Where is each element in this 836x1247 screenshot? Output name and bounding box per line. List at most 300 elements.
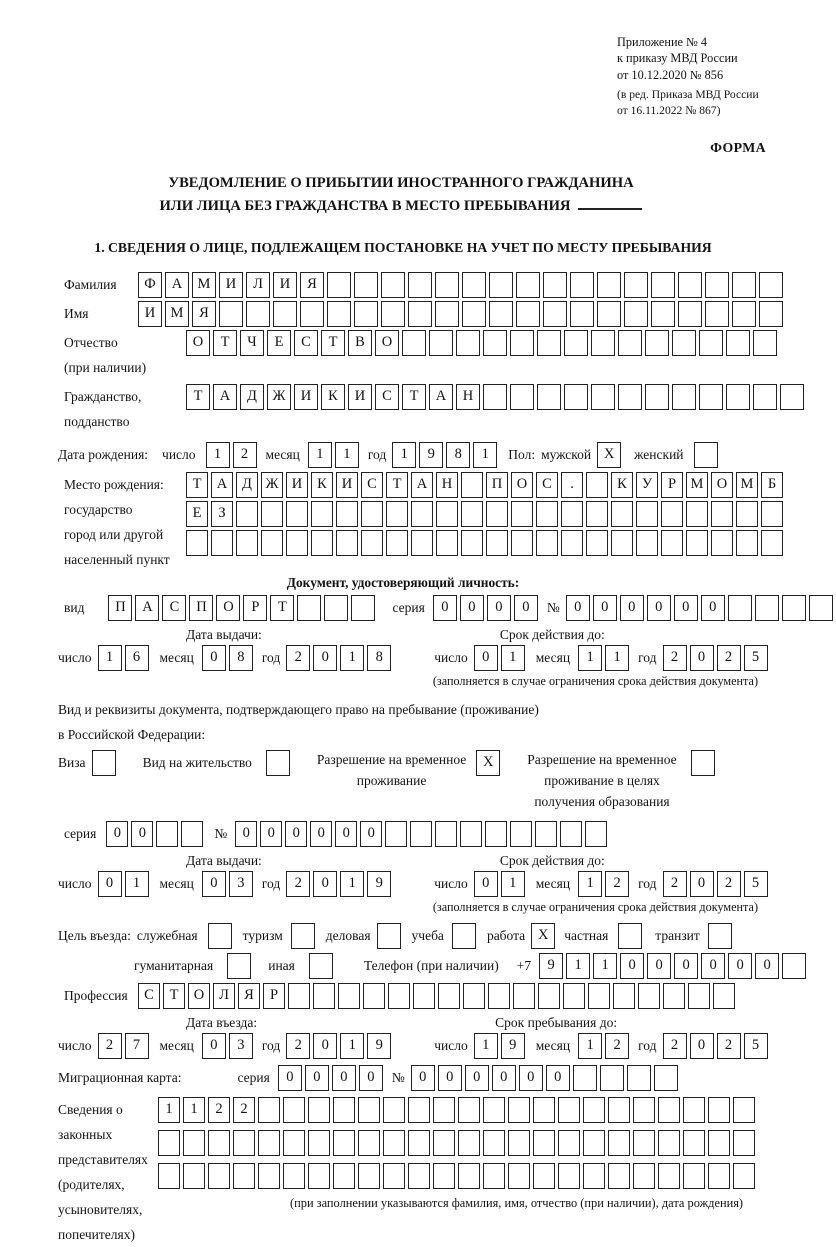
char-cell[interactable] bbox=[583, 1097, 605, 1123]
char-cell[interactable] bbox=[516, 272, 540, 298]
char-cell[interactable]: 0 bbox=[106, 821, 128, 847]
char-cell[interactable] bbox=[585, 821, 607, 847]
char-cell[interactable] bbox=[258, 1097, 280, 1123]
char-cell[interactable]: 0 bbox=[690, 1033, 714, 1059]
char-cell[interactable]: 0 bbox=[620, 953, 644, 979]
char-cell[interactable]: 1 bbox=[125, 871, 149, 897]
char-cell[interactable] bbox=[181, 821, 203, 847]
char-cell[interactable]: 2 bbox=[233, 442, 257, 468]
char-cell[interactable]: 0 bbox=[98, 871, 122, 897]
char-cell[interactable]: 0 bbox=[131, 821, 153, 847]
char-cell[interactable] bbox=[536, 501, 558, 527]
char-cell[interactable] bbox=[463, 983, 485, 1009]
char-cell[interactable] bbox=[158, 1130, 180, 1156]
char-cell[interactable] bbox=[233, 1163, 255, 1189]
char-cell[interactable] bbox=[561, 530, 583, 556]
char-cell[interactable] bbox=[286, 501, 308, 527]
char-cell[interactable]: Я bbox=[300, 272, 324, 298]
char-cell[interactable] bbox=[261, 530, 283, 556]
char-cell[interactable]: П bbox=[486, 472, 508, 498]
char-cell[interactable] bbox=[433, 1130, 455, 1156]
char-cell[interactable]: 0 bbox=[260, 821, 282, 847]
char-cell[interactable] bbox=[383, 1130, 405, 1156]
char-cell[interactable] bbox=[433, 1163, 455, 1189]
char-cell[interactable] bbox=[488, 983, 510, 1009]
char-cell[interactable] bbox=[385, 821, 407, 847]
char-cell[interactable] bbox=[678, 301, 702, 327]
char-cell[interactable] bbox=[288, 983, 310, 1009]
char-cell[interactable]: Т bbox=[270, 595, 294, 621]
char-cell[interactable] bbox=[461, 501, 483, 527]
char-cell[interactable]: 0 bbox=[313, 645, 337, 671]
char-cell[interactable] bbox=[408, 272, 432, 298]
char-cell[interactable]: 5 bbox=[744, 645, 768, 671]
char-cell[interactable]: 1 bbox=[593, 953, 617, 979]
char-cell[interactable] bbox=[558, 1097, 580, 1123]
char-cell[interactable]: И bbox=[273, 272, 297, 298]
char-cell[interactable] bbox=[726, 330, 750, 356]
char-cell[interactable]: Ж bbox=[261, 472, 283, 498]
purpose-transit-checkbox[interactable] bbox=[708, 923, 732, 949]
char-cell[interactable]: 0 bbox=[438, 1065, 462, 1091]
char-cell[interactable] bbox=[513, 983, 535, 1009]
char-cell[interactable] bbox=[508, 1097, 530, 1123]
char-cell[interactable] bbox=[413, 983, 435, 1009]
char-cell[interactable]: Д bbox=[240, 384, 264, 410]
char-cell[interactable] bbox=[711, 530, 733, 556]
char-cell[interactable] bbox=[633, 1163, 655, 1189]
char-cell[interactable]: 1 bbox=[578, 1033, 602, 1059]
char-cell[interactable] bbox=[261, 501, 283, 527]
char-cell[interactable] bbox=[297, 595, 321, 621]
char-cell[interactable] bbox=[543, 301, 567, 327]
char-cell[interactable] bbox=[573, 1065, 597, 1091]
char-cell[interactable] bbox=[638, 983, 660, 1009]
char-cell[interactable] bbox=[358, 1097, 380, 1123]
char-cell[interactable] bbox=[711, 501, 733, 527]
char-cell[interactable]: Т bbox=[186, 472, 208, 498]
char-cell[interactable]: 0 bbox=[465, 1065, 489, 1091]
char-cell[interactable] bbox=[358, 1130, 380, 1156]
char-cell[interactable]: 0 bbox=[202, 1033, 226, 1059]
char-cell[interactable]: А bbox=[211, 472, 233, 498]
char-cell[interactable] bbox=[483, 1097, 505, 1123]
char-cell[interactable]: 0 bbox=[332, 1065, 356, 1091]
char-cell[interactable]: 0 bbox=[313, 1033, 337, 1059]
char-cell[interactable] bbox=[308, 1130, 330, 1156]
char-cell[interactable]: 2 bbox=[663, 1033, 687, 1059]
char-cell[interactable]: И bbox=[219, 272, 243, 298]
char-cell[interactable] bbox=[386, 530, 408, 556]
char-cell[interactable] bbox=[408, 1097, 430, 1123]
char-cell[interactable]: 0 bbox=[313, 871, 337, 897]
char-cell[interactable] bbox=[536, 530, 558, 556]
char-cell[interactable] bbox=[759, 301, 783, 327]
char-cell[interactable]: Н bbox=[456, 384, 480, 410]
char-cell[interactable]: 0 bbox=[235, 821, 257, 847]
char-cell[interactable]: 1 bbox=[501, 645, 525, 671]
char-cell[interactable] bbox=[759, 272, 783, 298]
char-cell[interactable]: 0 bbox=[359, 1065, 383, 1091]
char-cell[interactable] bbox=[588, 983, 610, 1009]
char-cell[interactable] bbox=[258, 1163, 280, 1189]
char-cell[interactable] bbox=[483, 384, 507, 410]
char-cell[interactable]: 1 bbox=[158, 1097, 180, 1123]
char-cell[interactable] bbox=[782, 953, 806, 979]
char-cell[interactable] bbox=[560, 821, 582, 847]
char-cell[interactable] bbox=[408, 1130, 430, 1156]
char-cell[interactable] bbox=[456, 330, 480, 356]
char-cell[interactable]: А bbox=[411, 472, 433, 498]
char-cell[interactable] bbox=[780, 384, 804, 410]
char-cell[interactable] bbox=[755, 595, 779, 621]
char-cell[interactable] bbox=[600, 1065, 624, 1091]
char-cell[interactable] bbox=[327, 301, 351, 327]
char-cell[interactable] bbox=[483, 330, 507, 356]
char-cell[interactable] bbox=[510, 821, 532, 847]
char-cell[interactable] bbox=[411, 530, 433, 556]
char-cell[interactable]: 0 bbox=[285, 821, 307, 847]
char-cell[interactable] bbox=[583, 1163, 605, 1189]
char-cell[interactable] bbox=[483, 1163, 505, 1189]
purpose-work-checkbox[interactable]: X bbox=[531, 923, 555, 949]
char-cell[interactable]: С bbox=[162, 595, 186, 621]
char-cell[interactable]: М bbox=[192, 272, 216, 298]
char-cell[interactable] bbox=[402, 330, 426, 356]
char-cell[interactable] bbox=[436, 530, 458, 556]
char-cell[interactable] bbox=[286, 530, 308, 556]
purpose-official-checkbox[interactable] bbox=[208, 923, 232, 949]
char-cell[interactable] bbox=[508, 1163, 530, 1189]
char-cell[interactable]: Ж bbox=[267, 384, 291, 410]
char-cell[interactable] bbox=[460, 821, 482, 847]
char-cell[interactable] bbox=[438, 983, 460, 1009]
char-cell[interactable] bbox=[381, 272, 405, 298]
char-cell[interactable]: А bbox=[165, 272, 189, 298]
char-cell[interactable] bbox=[726, 384, 750, 410]
char-cell[interactable]: . bbox=[561, 472, 583, 498]
char-cell[interactable]: 0 bbox=[690, 871, 714, 897]
char-cell[interactable] bbox=[658, 1130, 680, 1156]
char-cell[interactable] bbox=[672, 330, 696, 356]
char-cell[interactable] bbox=[633, 1097, 655, 1123]
char-cell[interactable] bbox=[338, 983, 360, 1009]
purpose-private-checkbox[interactable] bbox=[618, 923, 642, 949]
char-cell[interactable] bbox=[753, 384, 777, 410]
char-cell[interactable]: С bbox=[375, 384, 399, 410]
char-cell[interactable]: 0 bbox=[474, 645, 498, 671]
char-cell[interactable]: Р bbox=[661, 472, 683, 498]
char-cell[interactable] bbox=[458, 1097, 480, 1123]
char-cell[interactable]: 9 bbox=[501, 1033, 525, 1059]
char-cell[interactable]: С bbox=[138, 983, 160, 1009]
char-cell[interactable] bbox=[408, 301, 432, 327]
char-cell[interactable]: И bbox=[294, 384, 318, 410]
char-cell[interactable] bbox=[645, 384, 669, 410]
char-cell[interactable] bbox=[388, 983, 410, 1009]
char-cell[interactable] bbox=[753, 330, 777, 356]
char-cell[interactable] bbox=[608, 1130, 630, 1156]
char-cell[interactable] bbox=[508, 1130, 530, 1156]
char-cell[interactable]: 2 bbox=[208, 1097, 230, 1123]
char-cell[interactable]: З bbox=[211, 501, 233, 527]
char-cell[interactable]: О bbox=[188, 983, 210, 1009]
char-cell[interactable] bbox=[611, 530, 633, 556]
char-cell[interactable]: А bbox=[135, 595, 159, 621]
purpose-study-checkbox[interactable] bbox=[452, 923, 476, 949]
char-cell[interactable] bbox=[313, 983, 335, 1009]
char-cell[interactable] bbox=[246, 301, 270, 327]
char-cell[interactable]: 8 bbox=[229, 645, 253, 671]
char-cell[interactable] bbox=[156, 821, 178, 847]
char-cell[interactable] bbox=[658, 1097, 680, 1123]
char-cell[interactable] bbox=[436, 501, 458, 527]
char-cell[interactable]: 1 bbox=[340, 1033, 364, 1059]
char-cell[interactable]: К bbox=[321, 384, 345, 410]
char-cell[interactable]: 7 bbox=[125, 1033, 149, 1059]
char-cell[interactable]: М bbox=[686, 472, 708, 498]
char-cell[interactable]: Р bbox=[243, 595, 267, 621]
char-cell[interactable] bbox=[558, 1130, 580, 1156]
char-cell[interactable] bbox=[782, 595, 806, 621]
char-cell[interactable] bbox=[258, 1130, 280, 1156]
char-cell[interactable] bbox=[613, 983, 635, 1009]
char-cell[interactable] bbox=[386, 501, 408, 527]
char-cell[interactable]: 1 bbox=[501, 871, 525, 897]
char-cell[interactable] bbox=[351, 595, 375, 621]
char-cell[interactable]: Е bbox=[186, 501, 208, 527]
char-cell[interactable]: У bbox=[636, 472, 658, 498]
char-cell[interactable] bbox=[699, 384, 723, 410]
char-cell[interactable]: С bbox=[361, 472, 383, 498]
char-cell[interactable] bbox=[543, 272, 567, 298]
char-cell[interactable]: 2 bbox=[663, 645, 687, 671]
char-cell[interactable] bbox=[688, 983, 710, 1009]
char-cell[interactable]: 1 bbox=[308, 442, 332, 468]
char-cell[interactable]: 1 bbox=[206, 442, 230, 468]
char-cell[interactable] bbox=[672, 384, 696, 410]
char-cell[interactable] bbox=[537, 384, 561, 410]
char-cell[interactable] bbox=[705, 272, 729, 298]
char-cell[interactable]: Н bbox=[436, 472, 458, 498]
char-cell[interactable]: 1 bbox=[340, 645, 364, 671]
char-cell[interactable] bbox=[510, 330, 534, 356]
char-cell[interactable] bbox=[627, 1065, 651, 1091]
char-cell[interactable] bbox=[699, 330, 723, 356]
char-cell[interactable]: 8 bbox=[367, 645, 391, 671]
purpose-humanitarian-checkbox[interactable] bbox=[227, 953, 251, 979]
char-cell[interactable] bbox=[533, 1163, 555, 1189]
char-cell[interactable]: 1 bbox=[98, 645, 122, 671]
char-cell[interactable] bbox=[533, 1097, 555, 1123]
char-cell[interactable] bbox=[462, 272, 486, 298]
char-cell[interactable]: С bbox=[294, 330, 318, 356]
char-cell[interactable]: 0 bbox=[335, 821, 357, 847]
char-cell[interactable]: В bbox=[348, 330, 372, 356]
char-cell[interactable] bbox=[361, 530, 383, 556]
char-cell[interactable] bbox=[273, 301, 297, 327]
char-cell[interactable]: О bbox=[216, 595, 240, 621]
char-cell[interactable]: 0 bbox=[360, 821, 382, 847]
char-cell[interactable]: 0 bbox=[514, 595, 538, 621]
char-cell[interactable] bbox=[732, 301, 756, 327]
char-cell[interactable]: Ф bbox=[138, 272, 162, 298]
char-cell[interactable]: 1 bbox=[578, 645, 602, 671]
char-cell[interactable] bbox=[435, 272, 459, 298]
char-cell[interactable] bbox=[516, 301, 540, 327]
char-cell[interactable] bbox=[311, 501, 333, 527]
char-cell[interactable]: И bbox=[348, 384, 372, 410]
char-cell[interactable] bbox=[713, 983, 735, 1009]
char-cell[interactable]: 2 bbox=[717, 645, 741, 671]
char-cell[interactable] bbox=[678, 272, 702, 298]
char-cell[interactable] bbox=[283, 1163, 305, 1189]
char-cell[interactable] bbox=[708, 1163, 730, 1189]
char-cell[interactable] bbox=[236, 530, 258, 556]
char-cell[interactable]: Л bbox=[213, 983, 235, 1009]
char-cell[interactable] bbox=[732, 272, 756, 298]
char-cell[interactable] bbox=[383, 1097, 405, 1123]
char-cell[interactable]: 9 bbox=[539, 953, 563, 979]
char-cell[interactable] bbox=[570, 301, 594, 327]
char-cell[interactable]: 0 bbox=[202, 871, 226, 897]
char-cell[interactable] bbox=[636, 530, 658, 556]
char-cell[interactable]: Е bbox=[267, 330, 291, 356]
char-cell[interactable]: 5 bbox=[744, 871, 768, 897]
char-cell[interactable]: 1 bbox=[474, 1033, 498, 1059]
char-cell[interactable] bbox=[308, 1097, 330, 1123]
char-cell[interactable]: 2 bbox=[663, 871, 687, 897]
char-cell[interactable] bbox=[586, 501, 608, 527]
char-cell[interactable]: 2 bbox=[605, 1033, 629, 1059]
char-cell[interactable] bbox=[435, 301, 459, 327]
char-cell[interactable] bbox=[411, 501, 433, 527]
char-cell[interactable] bbox=[538, 983, 560, 1009]
char-cell[interactable] bbox=[333, 1130, 355, 1156]
char-cell[interactable] bbox=[336, 501, 358, 527]
char-cell[interactable] bbox=[708, 1130, 730, 1156]
char-cell[interactable] bbox=[651, 301, 675, 327]
char-cell[interactable] bbox=[158, 1163, 180, 1189]
char-cell[interactable] bbox=[645, 330, 669, 356]
char-cell[interactable] bbox=[733, 1130, 755, 1156]
char-cell[interactable] bbox=[311, 530, 333, 556]
char-cell[interactable]: Т bbox=[321, 330, 345, 356]
char-cell[interactable] bbox=[761, 530, 783, 556]
char-cell[interactable]: 0 bbox=[674, 953, 698, 979]
char-cell[interactable]: 9 bbox=[367, 871, 391, 897]
char-cell[interactable] bbox=[358, 1163, 380, 1189]
char-cell[interactable] bbox=[564, 330, 588, 356]
char-cell[interactable] bbox=[300, 301, 324, 327]
char-cell[interactable] bbox=[485, 821, 507, 847]
char-cell[interactable]: 0 bbox=[474, 871, 498, 897]
char-cell[interactable] bbox=[663, 983, 685, 1009]
char-cell[interactable]: 1 bbox=[473, 442, 497, 468]
char-cell[interactable] bbox=[511, 501, 533, 527]
char-cell[interactable] bbox=[308, 1163, 330, 1189]
char-cell[interactable]: Р bbox=[263, 983, 285, 1009]
char-cell[interactable] bbox=[354, 301, 378, 327]
char-cell[interactable]: 2 bbox=[233, 1097, 255, 1123]
char-cell[interactable]: 0 bbox=[728, 953, 752, 979]
char-cell[interactable] bbox=[211, 530, 233, 556]
char-cell[interactable]: 1 bbox=[340, 871, 364, 897]
char-cell[interactable]: 0 bbox=[492, 1065, 516, 1091]
char-cell[interactable]: С bbox=[536, 472, 558, 498]
char-cell[interactable] bbox=[183, 1130, 205, 1156]
char-cell[interactable] bbox=[486, 530, 508, 556]
char-cell[interactable] bbox=[705, 301, 729, 327]
char-cell[interactable] bbox=[537, 330, 561, 356]
char-cell[interactable] bbox=[558, 1163, 580, 1189]
temp-residence-checkbox[interactable]: X bbox=[476, 750, 500, 776]
char-cell[interactable]: 0 bbox=[460, 595, 484, 621]
char-cell[interactable]: 1 bbox=[566, 953, 590, 979]
char-cell[interactable] bbox=[461, 530, 483, 556]
char-cell[interactable] bbox=[708, 1097, 730, 1123]
char-cell[interactable] bbox=[333, 1163, 355, 1189]
char-cell[interactable] bbox=[183, 1163, 205, 1189]
char-cell[interactable]: 8 bbox=[446, 442, 470, 468]
char-cell[interactable] bbox=[236, 501, 258, 527]
char-cell[interactable] bbox=[458, 1163, 480, 1189]
char-cell[interactable] bbox=[208, 1163, 230, 1189]
char-cell[interactable] bbox=[511, 530, 533, 556]
temp-residence-edu-checkbox[interactable] bbox=[691, 750, 715, 776]
char-cell[interactable] bbox=[736, 501, 758, 527]
char-cell[interactable] bbox=[354, 272, 378, 298]
char-cell[interactable] bbox=[324, 595, 348, 621]
char-cell[interactable]: П bbox=[108, 595, 132, 621]
female-checkbox[interactable] bbox=[694, 442, 718, 468]
char-cell[interactable]: И bbox=[286, 472, 308, 498]
char-cell[interactable]: 0 bbox=[433, 595, 457, 621]
char-cell[interactable]: О bbox=[711, 472, 733, 498]
char-cell[interactable] bbox=[624, 301, 648, 327]
purpose-business-checkbox[interactable] bbox=[377, 923, 401, 949]
char-cell[interactable]: И bbox=[138, 301, 162, 327]
char-cell[interactable]: 0 bbox=[546, 1065, 570, 1091]
char-cell[interactable] bbox=[483, 1130, 505, 1156]
char-cell[interactable]: П bbox=[189, 595, 213, 621]
char-cell[interactable] bbox=[591, 384, 615, 410]
char-cell[interactable]: Т bbox=[186, 384, 210, 410]
char-cell[interactable] bbox=[233, 1130, 255, 1156]
char-cell[interactable] bbox=[283, 1097, 305, 1123]
char-cell[interactable] bbox=[461, 472, 483, 498]
char-cell[interactable] bbox=[586, 530, 608, 556]
char-cell[interactable] bbox=[186, 530, 208, 556]
char-cell[interactable]: 0 bbox=[305, 1065, 329, 1091]
char-cell[interactable] bbox=[683, 1097, 705, 1123]
char-cell[interactable]: 0 bbox=[701, 595, 725, 621]
char-cell[interactable] bbox=[433, 1097, 455, 1123]
char-cell[interactable] bbox=[363, 983, 385, 1009]
char-cell[interactable]: 0 bbox=[674, 595, 698, 621]
char-cell[interactable]: О bbox=[186, 330, 210, 356]
char-cell[interactable] bbox=[683, 1163, 705, 1189]
char-cell[interactable] bbox=[510, 384, 534, 410]
visa-checkbox[interactable] bbox=[92, 750, 116, 776]
char-cell[interactable]: 2 bbox=[605, 871, 629, 897]
char-cell[interactable]: Д bbox=[236, 472, 258, 498]
char-cell[interactable] bbox=[570, 272, 594, 298]
char-cell[interactable]: 3 bbox=[229, 1033, 253, 1059]
char-cell[interactable]: Б bbox=[761, 472, 783, 498]
char-cell[interactable] bbox=[618, 384, 642, 410]
char-cell[interactable] bbox=[728, 595, 752, 621]
